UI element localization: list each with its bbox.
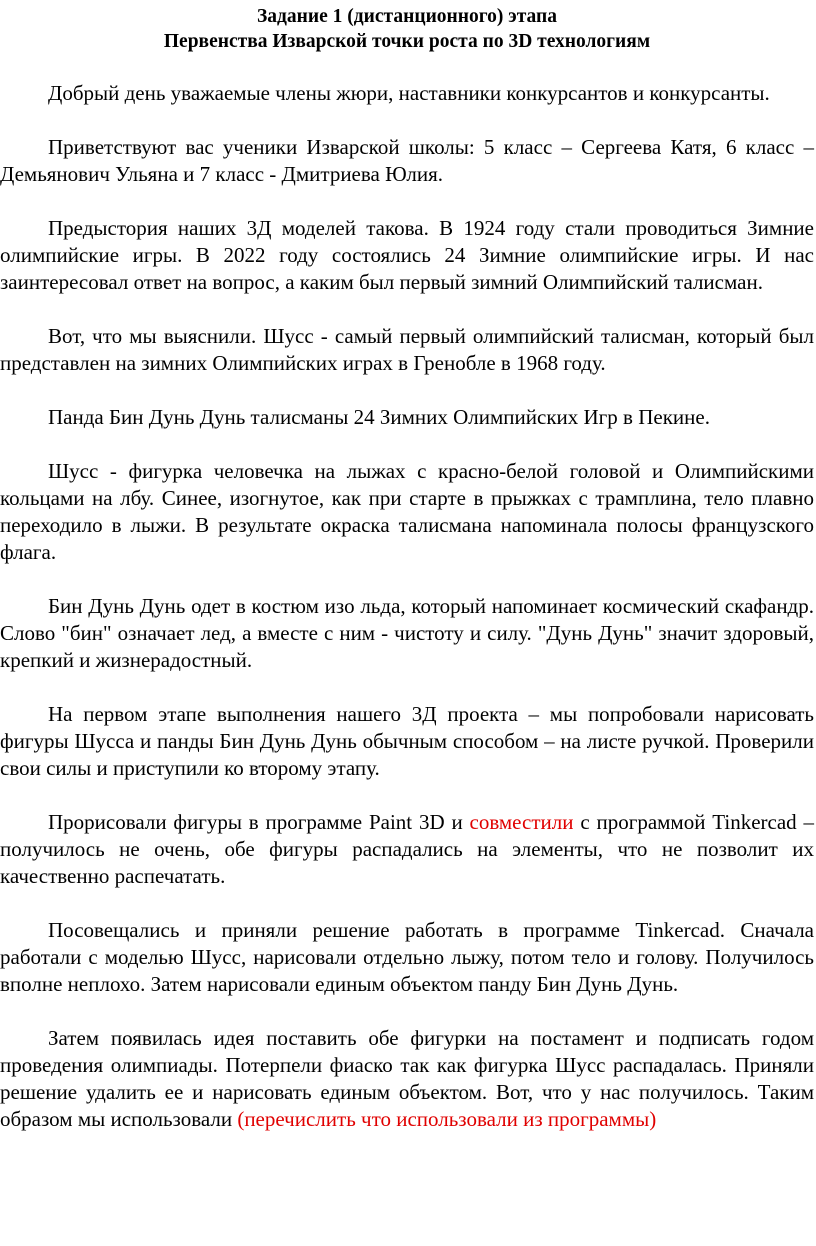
paint3d-text-start: Прорисовали фигуры в программе Paint 3D и — [48, 810, 470, 834]
paragraph-panda-description: Бин Дунь Дунь одет в костюм изо льда, который напоминает космический скафандр. Слово "бин" означает лед, а вместе с ним - чистоту и силу. "Дунь Дунь" значит здоровый, крепкий и жизнерадостный. — [0, 594, 814, 672]
paragraph-tinkercad: Посовещались и приняли решение работать в программе Tinkercad. Сначала работали с моделью Шусс, нарисовали отдельно лыжу, потом тело и голову. Получилось вполне неплохо. Затем нарисовали единым объектом панду Бин Дунь Дунь. — [0, 918, 814, 996]
paragraph-panda-mascot: Панда Бин Дунь Дунь талисманы 24 Зимних Олимпийских Игр в Пекине. — [48, 405, 710, 429]
paragraph-first-mascot: Вот, что мы выяснили. Шусс - самый первый олимпийский талисман, который был представлен на зимних Олимпийских играх в Гренобле в 1968 году. — [0, 324, 814, 375]
paint3d-text-end: с программой Tinkercad – получилось не очень, обе фигуры распадались на элементы, что не позволит их качественно распечатать. — [0, 810, 814, 888]
paragraph-background: Предыстория наших 3Д моделей такова. В 1924 году стали проводиться Зимние олимпийские игры. В 2022 году состоялись 24 Зимние олимпийские игры. И нас заинтересовал ответ на вопрос, а каким был первый зимний Олимпийский талисман. — [0, 216, 814, 294]
document-title — [0, 4, 814, 54]
title-line-2: Первенства Изварской точки роста по 3D технологиям — [163, 31, 651, 52]
paragraph-conclusion — [0, 1025, 814, 1133]
title-line-1: Задание 1 (дистанционного) этапа — [257, 6, 557, 27]
paragraph-stage-one: На первом этапе выполнения нашего 3Д проекта – мы попробовали нарисовать фигуры Шусса и панды Бин Дунь Дунь обычным способом – на листе ручкой. Проверили свои силы и приступили ко второму этапу. — [0, 702, 814, 780]
paragraph-introduction: Приветствуют вас ученики Изварской школы: 5 класс – Сергеева Катя, 6 класс – Демьянович Ульяна и 7 класс - Дмитриева Юлия. — [0, 135, 814, 186]
highlighted-placeholder: (перечислить что использовали из программы) — [237, 1107, 657, 1131]
paragraph-shuss-description: Шусс - фигурка человечка на лыжах с красно-белой головой и Олимпийскими кольцами на лбу. Синее, изогнутое, как при старте в прыжках с трамплина, тело плавно переходило в лыжи. В результате окраска талисмана напоминала полосы французского флага. — [0, 459, 814, 564]
paragraph-paint3d — [0, 809, 814, 890]
paragraph-greeting: Добрый день уважаемые члены жюри, наставники конкурсантов и конкурсанты. — [48, 81, 770, 105]
conclusion-text: Затем появилась идея поставить обе фигурки на постамент и подписать годом проведения олимпиады. Потерпели фиаско так как фигурка Шусс распадалась. Приняли решение удалить ее и нарисовать единым объектом. Вот, что у нас получилось. Таким образом мы использовали — [0, 1026, 814, 1131]
highlighted-word: совместили — [469, 810, 574, 834]
